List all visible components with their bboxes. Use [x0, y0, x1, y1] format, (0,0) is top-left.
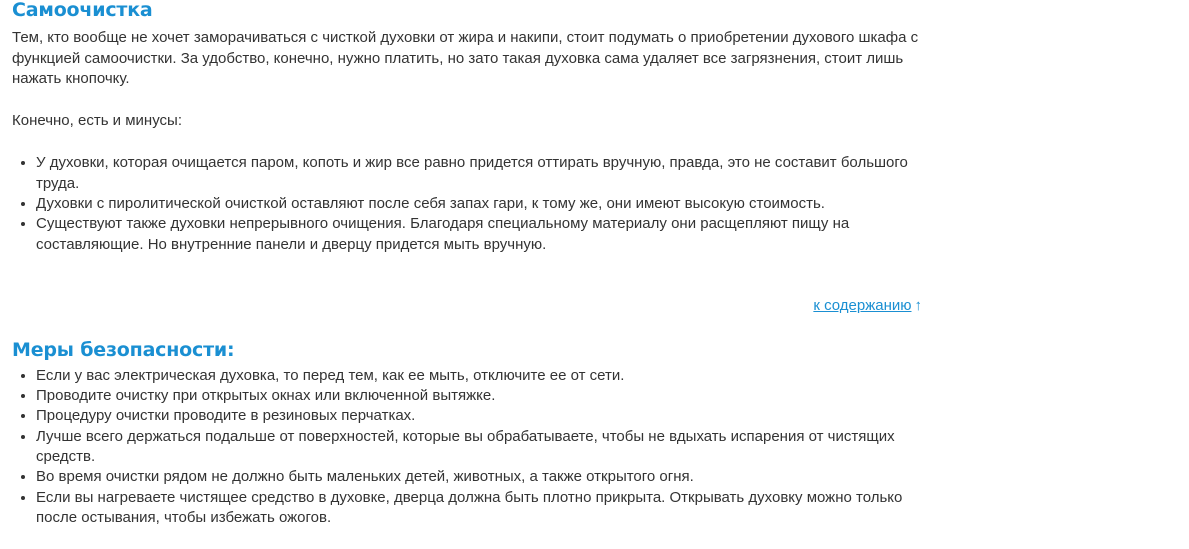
arrow-up-icon: ↑	[914, 296, 922, 314]
minus-intro-paragraph: Конечно, есть и минусы:	[12, 111, 182, 129]
toc-link-label: к содержанию	[813, 296, 912, 314]
list-item: • Лучше всего держаться подальше от поверхностей, которые вы обрабатываете, чтобы не вдыхать испарения от чистящих средств.	[36, 427, 922, 468]
list-item: • Процедуру очистки проводите в резиновых перчатках.	[36, 406, 922, 426]
section-heading-self-cleaning: Самоочистка	[12, 0, 153, 21]
list-item: • Если вы нагреваете чистящее средство в духовке, дверца должна быть плотно прикрыта. Открывать духовку можно только после остывания, чтобы избежать ожогов.	[36, 488, 922, 529]
toc-link-row	[12, 296, 922, 316]
list-item: • Существуют также духовки непрерывного очищения. Благодаря специальному материалу они расщепляют пищу на составляющие. Но внутренние панели и дверцу придется мыть вручную.	[36, 214, 922, 255]
safety-list	[12, 366, 922, 528]
back-to-contents-link[interactable]	[813, 297, 922, 314]
section-heading-safety: Меры безопасности:	[12, 338, 235, 361]
self-cleaning-intro-paragraph: Тем, кто вообще не хочет заморачиваться с чисткой духовки от жира и накипи, стоит подумать о приобретении духового шкафа с функцией самоочистки. За удобство, конечно, нужно платить, но зато такая духовка сама удаляет все загрязнения, стоит лишь нажать кнопочку.	[12, 29, 919, 88]
list-item: • Духовки с пиролитической очисткой оставляют после себя запах гари, к тому же, они имеют высокую стоимость.	[36, 194, 922, 214]
list-item: • Во время очистки рядом не должно быть маленьких детей, животных, а также открытого огня.	[36, 467, 922, 487]
article-content	[12, 0, 922, 528]
list-item: • У духовки, которая очищается паром, копоть и жир все равно придется оттирать вручную, правда, это не составит большого труда.	[36, 153, 922, 194]
minus-list	[12, 153, 922, 254]
list-item: • Проводите очистку при открытых окнах или включенной вытяжке.	[36, 386, 922, 406]
list-item: • Если у вас электрическая духовка, то перед тем, как ее мыть, отключите ее от сети.	[36, 366, 922, 386]
